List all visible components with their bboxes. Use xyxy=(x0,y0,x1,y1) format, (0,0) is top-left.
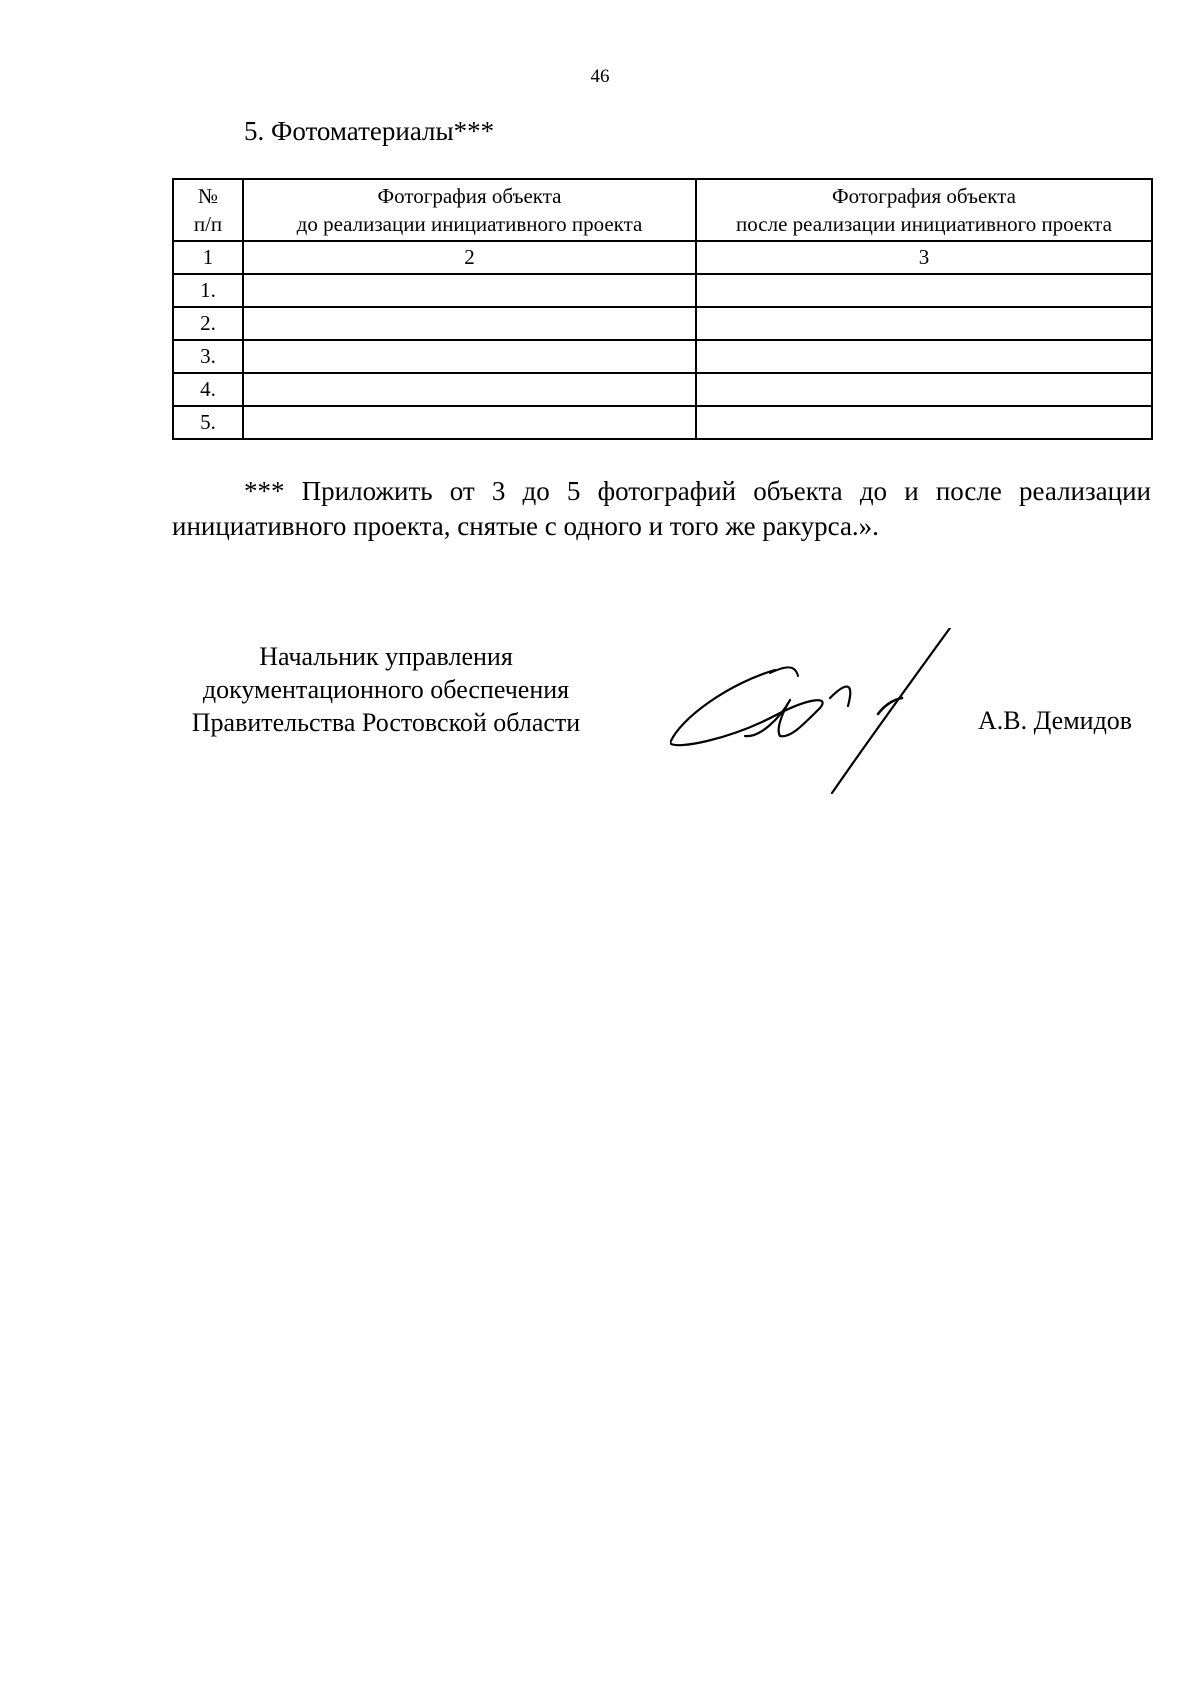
header-before-line2: до реализации инициативного проекта xyxy=(296,212,643,236)
section-heading: 5. Фотоматериалы*** xyxy=(244,116,495,146)
table-row xyxy=(173,373,1152,406)
photo-after-cell xyxy=(696,406,1152,439)
header-before-line1: Фотография объекта xyxy=(377,184,562,208)
photo-materials-table xyxy=(172,178,1153,440)
row-number-cell: 3. xyxy=(173,340,243,373)
photo-before-cell xyxy=(243,307,696,340)
signer-title-line2: документационного обеспечения xyxy=(202,675,570,704)
photo-before-cell xyxy=(243,373,696,406)
header-after-line1: Фотография объекта xyxy=(832,184,1016,208)
signer-title-block xyxy=(166,640,606,739)
photo-after-cell xyxy=(696,307,1152,340)
table-row xyxy=(173,274,1152,307)
row-number-cell: 4. xyxy=(173,373,243,406)
column-number-row xyxy=(173,241,1152,274)
header-num xyxy=(173,179,243,241)
footnote: *** Приложить от 3 до 5 фотографий объекта до и после реализации инициативного проекта, снятые с одного и того же ракурса.». xyxy=(172,476,1151,541)
signer-title-line1: Начальник управления xyxy=(259,642,513,671)
header-before xyxy=(243,179,696,241)
column-number-cell: 2 xyxy=(243,241,696,274)
table-header-row xyxy=(173,179,1152,241)
signer-name: А.В. Демидов xyxy=(978,706,1133,735)
photo-before-cell xyxy=(243,274,696,307)
row-number-cell: 5. xyxy=(173,406,243,439)
photo-before-cell xyxy=(243,340,696,373)
table-row xyxy=(173,307,1152,340)
handwritten-signature xyxy=(670,628,970,798)
photo-after-cell xyxy=(696,274,1152,307)
signer-title-line3: Правительства Ростовской области xyxy=(191,708,581,737)
photo-after-cell xyxy=(696,340,1152,373)
header-after-line2: после реализации инициативного проекта xyxy=(736,212,1112,236)
row-number-cell: 1. xyxy=(173,274,243,307)
page-number: 46 xyxy=(590,66,610,87)
photo-before-cell xyxy=(243,406,696,439)
header-after xyxy=(696,179,1152,241)
row-number-cell: 2. xyxy=(173,307,243,340)
header-num-line2: п/п xyxy=(193,212,223,236)
table-row xyxy=(173,406,1152,439)
photo-after-cell xyxy=(696,373,1152,406)
table-row xyxy=(173,340,1152,373)
column-number-cell: 1 xyxy=(173,241,243,274)
header-num-line1: № xyxy=(197,184,219,208)
column-number-cell: 3 xyxy=(696,241,1152,274)
